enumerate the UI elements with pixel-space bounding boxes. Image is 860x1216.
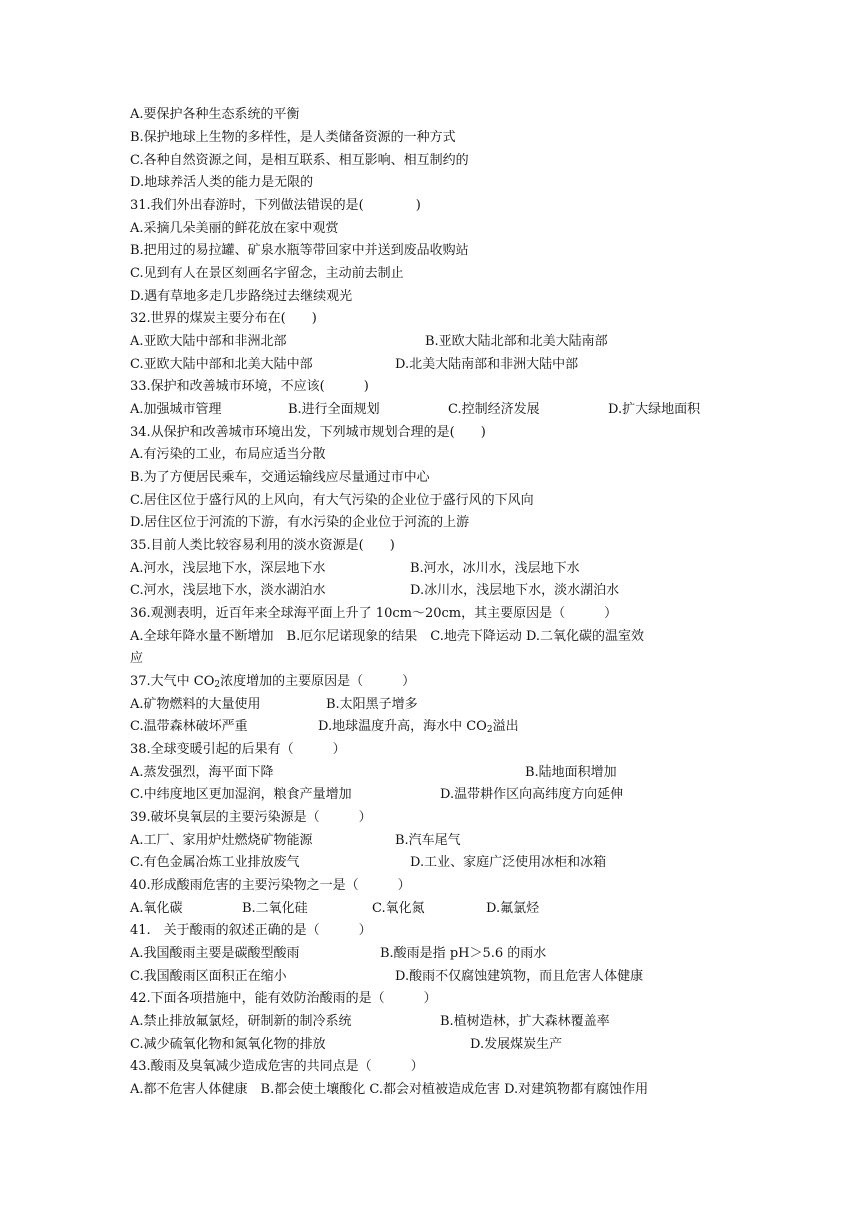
option-b: B.植树造林，扩大森林覆盖率	[440, 1014, 610, 1029]
option-d: D.冰川水，浅层地下水，淡水湖泊水	[410, 583, 620, 598]
option-c: C.河水，浅层地下水，淡水湖泊水	[130, 583, 326, 598]
option-b: B.亚欧大陆北部和北美大陆南部	[425, 334, 608, 349]
option-c: C.氧化氮	[372, 901, 425, 916]
question-36: 36.观测表明，近百年来全球海平面上升了 10cm～20cm，其主要原因是（ ）	[130, 606, 618, 621]
question-39: 39.破坏臭氧层的主要污染源是（ ）	[130, 810, 372, 825]
question-38: 38.全球变暖引起的后果有（ ）	[130, 742, 346, 757]
question-40: 40.形成酸雨危害的主要污染物之一是（ ）	[130, 878, 411, 893]
option-d: D.北美大陆南部和非洲大陆中部	[395, 357, 579, 372]
option-line: D.遇有草地多走几步路绕过去继续观光	[130, 289, 353, 304]
option-line: B.为了方便居民乘车，交通运输线应尽量通过市中心	[130, 470, 430, 485]
question-41: 41. 关于酸雨的叙述正确的是（ ）	[130, 923, 372, 938]
option-a: A.河水，浅层地下水，深层地下水	[130, 561, 326, 576]
option-c: C.我国酸雨区面积正在缩小	[130, 969, 287, 984]
option-d: D.酸雨不仅腐蚀建筑物，而且危害人体健康	[395, 969, 644, 984]
option-line: A.要保护各种生态系统的平衡	[130, 107, 300, 122]
question-35: 35.目前人类比较容易利用的淡水资源是( )	[130, 538, 395, 553]
option-a: A.我国酸雨主要是碳酸型酸雨	[130, 946, 300, 961]
option-d: D.地球温度升高，海水中 $CO_2$溢出	[318, 719, 519, 735]
option-b: B.酸雨是指 pH＞5.6 的雨水	[380, 946, 547, 961]
question-42: 42.下面各项措施中，能有效防治酸雨的是（ ）	[130, 991, 437, 1006]
option-a: A.氧化碳	[130, 901, 183, 916]
question-31: 31.我们外出春游时，下列做法错误的是( )	[130, 198, 421, 213]
option-a: A.亚欧大陆中部和非洲北部	[130, 334, 287, 349]
option-a: A.加强城市管理	[130, 402, 222, 417]
option-d: D.发展煤炭生产	[470, 1037, 563, 1052]
option-c: C.温带森林破坏严重	[130, 719, 248, 734]
option-b: B.进行全面规划	[288, 402, 380, 417]
option-b: B.陆地面积增加	[525, 765, 617, 780]
question-43: 43.酸雨及臭氧减少造成危害的共同点是（ ）	[130, 1059, 424, 1074]
option-b: B.汽车尾气	[395, 833, 461, 848]
option-a: A.禁止排放氟氯烃，研制新的制冷系统	[130, 1014, 352, 1029]
option-line: A.全球年降水量不断增加 B.厄尔尼诺现象的结果 C.地壳下降运动 D.二氧化碳的温室效	[130, 629, 645, 644]
option-line: A.采摘几朵美丽的鲜花放在家中观赏	[130, 221, 339, 236]
option-b: B.二氧化硅	[242, 901, 308, 916]
question-34: 34.从保护和改善城市环境出发，下列城市规划合理的是( )	[130, 425, 486, 440]
option-line: C.见到有人在景区刻画名字留念，主动前去制止	[130, 266, 404, 281]
option-d: D.工业、家庭广泛使用冰柜和冰箱	[410, 855, 607, 870]
option-line: B.把用过的易拉罐、矿泉水瓶等带回家中并送到废品收购站	[130, 243, 469, 258]
option-c: C.有色金属冶炼工业排放废气	[130, 855, 300, 870]
option-a: A.工厂、家用炉灶燃烧矿物能源	[130, 833, 313, 848]
option-c: C.控制经济发展	[448, 402, 540, 417]
question-32: 32.世界的煤炭主要分布在( )	[130, 311, 317, 326]
option-d: D.氟氯烃	[486, 901, 540, 916]
option-a: A.矿物燃料的大量使用	[130, 697, 261, 712]
option-line: D.居住区位于河流的下游，有水污染的企业位于河流的上游	[130, 515, 470, 530]
option-line: A.都不危害人体健康 B.都会使土壤酸化 C.都会对植被造成危害 D.对建筑物都有腐蚀作用	[130, 1082, 649, 1097]
option-d: D.温带耕作区向高纬度方向延伸	[440, 787, 624, 802]
option-line: C.各种自然资源之间，是相互联系、相互影响、相互制约的	[130, 153, 469, 168]
option-a: A.蒸发强烈，海平面下降	[130, 765, 274, 780]
option-line: B.保护地球上生物的多样性，是人类储备资源的一种方式	[130, 130, 456, 145]
option-d: D.扩大绿地面积	[608, 402, 701, 417]
option-line: A.有污染的工业，布局应适当分散	[130, 447, 326, 462]
option-b: B.河水，冰川水，浅层地下水	[410, 561, 580, 576]
question-33: 33.保护和改善城市环境，不应该( )	[130, 379, 369, 394]
option-line: 应	[130, 651, 144, 666]
question-37: 37.大气中 $CO_2$浓度增加的主要原因是（ ）	[130, 674, 416, 690]
option-line: C.居住区位于盛行风的上风向，有大气污染的企业位于盛行风的下风向	[130, 493, 534, 508]
option-b: B.太阳黑子增多	[326, 697, 418, 712]
option-c: C.减少硫氧化物和氮氧化物的排放	[130, 1037, 326, 1052]
option-c: C.亚欧大陆中部和北美大陆中部	[130, 357, 313, 372]
option-line: D.地球养活人类的能力是无限的	[130, 175, 314, 190]
option-c: C.中纬度地区更加湿润，粮食产量增加	[130, 787, 352, 802]
